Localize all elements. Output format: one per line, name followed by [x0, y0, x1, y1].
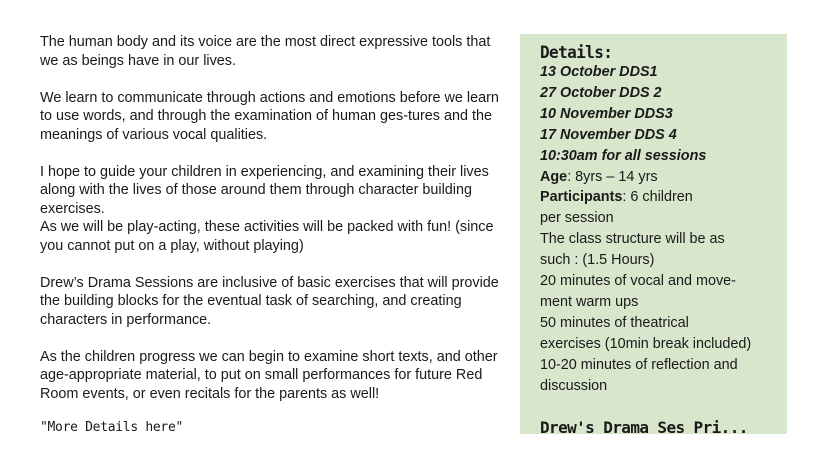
progress-paragraph: As the children progress we can begin to examine short texts, and other age-appropriate material, to put on small performances for future Red Room events, or even recitals for the parents as well! — [40, 348, 498, 402]
structure-line: such : (1.5 Hours) — [540, 252, 655, 269]
details-sidebar — [520, 34, 787, 438]
participants-value: : 6 children — [622, 189, 693, 206]
age-label: Age — [540, 168, 568, 185]
communication-paragraph: We learn to communicate through actions and emotions before we learn to use words, and through the examination of human ges-tures and the meanings of various vocal qualities. — [40, 89, 499, 143]
main-text-column — [40, 33, 500, 456]
bottom-heading: Drew's Drama Ses Pri... — [540, 418, 748, 438]
session-date: 10 November DDS3 — [540, 105, 673, 122]
session-date: 27 October DDS 2 — [540, 84, 662, 101]
participants-row — [540, 187, 777, 208]
participants-label: Participants — [540, 189, 623, 206]
structure-line: discussion — [540, 377, 608, 394]
session-date: 13 October DDS1 — [540, 64, 658, 80]
intro-paragraph: The human body and its voice are the most direct expressive tools that we as beings have in our lives. — [40, 34, 491, 69]
structure-line: 50 minutes of theatrical — [540, 314, 689, 331]
more-details-link[interactable]: "More Details here" — [40, 419, 184, 435]
structure-line: The class structure will be as — [540, 231, 725, 248]
sessions-paragraph: Drew’s Drama Sessions are inclusive of basic exercises that will provide the building blocks for the eventual task of searching, and creating characters in performance. — [40, 274, 499, 328]
structure-line: exercises (10min break included) — [540, 335, 752, 352]
guidance-text: I hope to guide your children in experiencing, and examining their lives along with the lives of those around them through character building exercises. — [40, 163, 489, 217]
structure-line: 10-20 minutes of reflection and — [540, 356, 738, 373]
details-heading: Details: — [540, 42, 613, 62]
session-time: 10:30am for all sessions — [540, 147, 707, 164]
guidance-paragraph — [40, 163, 500, 256]
session-date: 17 November DDS 4 — [540, 126, 677, 143]
structure-line: 20 minutes of vocal and move- — [540, 273, 736, 290]
age-row — [540, 167, 777, 188]
structure-line: ment warm ups — [540, 293, 639, 310]
age-value: : 8yrs – 14 yrs — [567, 168, 658, 185]
play-acting-text: As we will be play-acting, these activities will be packed with fun! (since you cannot put on a play, without playing) — [40, 219, 494, 254]
participants-cont: per session — [540, 210, 614, 227]
